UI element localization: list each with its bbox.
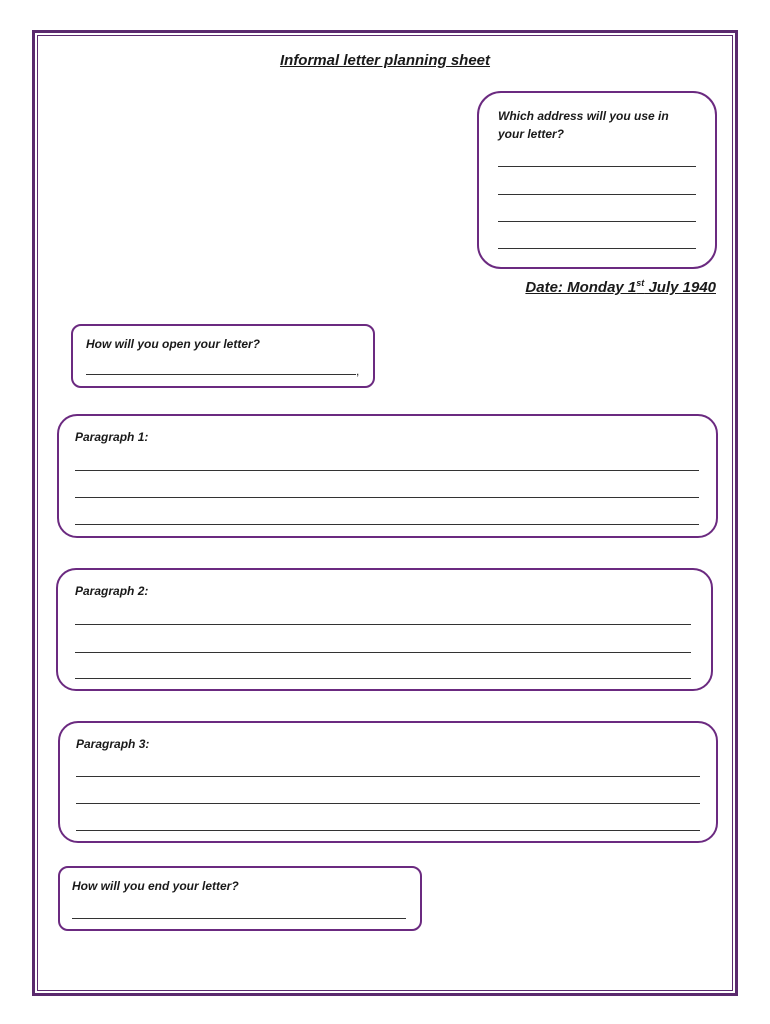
opening-line[interactable] [86, 374, 356, 375]
paragraph-1-box [57, 414, 718, 538]
opening-question: How will you open your letter? [86, 337, 261, 351]
paragraph-1-line-2[interactable] [75, 497, 699, 498]
paragraph-3-line-3[interactable] [76, 830, 700, 831]
address-line-3[interactable] [498, 221, 696, 222]
paragraph-2-line-3[interactable] [75, 678, 691, 679]
address-line-2[interactable] [498, 194, 696, 195]
paragraph-2-line-1[interactable] [75, 624, 691, 625]
closing-line[interactable] [72, 918, 406, 919]
paragraph-3-label: Paragraph 3: [76, 737, 150, 751]
paragraph-3-line-1[interactable] [76, 776, 700, 777]
closing-question: How will you end your letter? [72, 879, 239, 893]
closing-box [58, 866, 422, 931]
letter-date: Date: Monday 1st July 1940 [525, 278, 716, 296]
paragraph-3-line-2[interactable] [76, 803, 700, 804]
paragraph-1-line-3[interactable] [75, 524, 699, 525]
paragraph-1-label: Paragraph 1: [75, 430, 149, 444]
opening-box [71, 324, 375, 388]
address-box [477, 91, 717, 269]
paragraph-2-box [56, 568, 713, 691]
paragraph-1-line-1[interactable] [75, 470, 699, 471]
paragraph-2-line-2[interactable] [75, 652, 691, 653]
page-title: Informal letter planning sheet [279, 52, 491, 69]
paragraph-3-box [58, 721, 718, 843]
address-line-4[interactable] [498, 248, 696, 249]
paragraph-2-label: Paragraph 2: [75, 584, 149, 598]
opening-comma: , [356, 364, 360, 378]
address-question: Which address will you use in your letter? [498, 109, 669, 141]
address-line-1[interactable] [498, 166, 696, 167]
